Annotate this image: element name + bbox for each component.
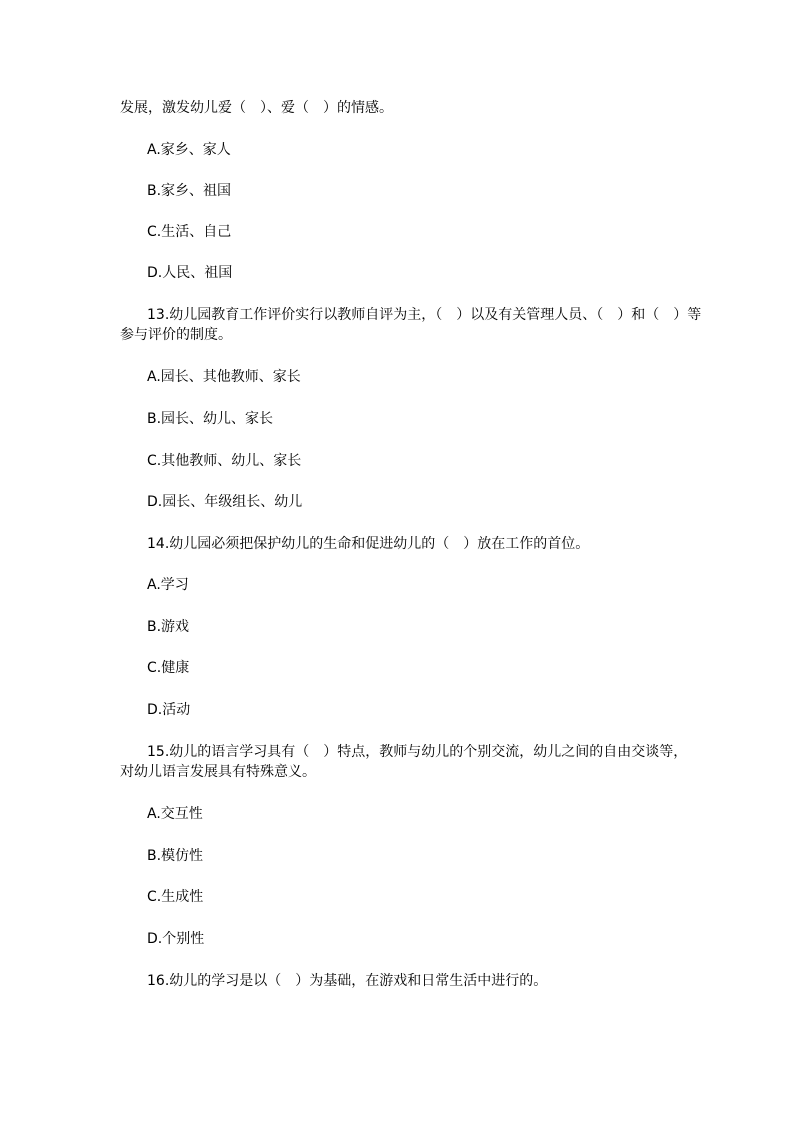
- question-14-line-1: 14.幼儿园必须把保护幼儿的生命和促进幼儿的（ ）放在工作的首位。: [147, 536, 590, 552]
- q14-option-d: D.活动: [147, 702, 191, 718]
- question-16-line-1: 16.幼儿的学习是以（ ）为基础，在游戏和日常生活中进行的。: [147, 973, 548, 989]
- q12-option-d: D.人民、祖国: [147, 265, 233, 281]
- q14-option-c: C.健康: [147, 660, 190, 676]
- question-13-line-2: 参与评价的制度。: [120, 327, 232, 343]
- q12-option-b: B.家乡、祖国: [147, 183, 232, 199]
- q13-option-b: B.园长、幼儿、家长: [147, 411, 274, 427]
- q15-option-c: C.生成性: [147, 889, 204, 905]
- q13-option-a: A.园长、其他教师、家长: [147, 369, 301, 385]
- q15-option-b: B.模仿性: [147, 848, 204, 864]
- q15-option-d: D.个别性: [147, 931, 205, 947]
- q12-option-c: C.生活、自己: [147, 224, 232, 240]
- question-13-line-1: 13.幼儿园教育工作评价实行以教师自评为主，（ ）以及有关管理人员、（ ）和（ ）等: [147, 307, 702, 323]
- q13-option-c: C.其他教师、幼儿、家长: [147, 453, 302, 469]
- q14-option-a: A.学习: [147, 577, 189, 593]
- q15-option-a: A.交互性: [147, 806, 203, 822]
- question-15-line-2: 对幼儿语言发展具有特殊意义。: [120, 764, 316, 780]
- q13-option-d: D.园长、年级组长、幼儿: [147, 494, 303, 510]
- question-15-line-1: 15.幼儿的语言学习具有（ ）特点，教师与幼儿的个别交流，幼儿之间的自由交谈等，: [147, 744, 688, 760]
- q14-option-b: B.游戏: [147, 619, 190, 635]
- question-12-stem-continuation: 发展，激发幼儿爱（ ）、爱（ ）的情感。: [120, 100, 393, 116]
- q12-option-a: A.家乡、家人: [147, 142, 231, 158]
